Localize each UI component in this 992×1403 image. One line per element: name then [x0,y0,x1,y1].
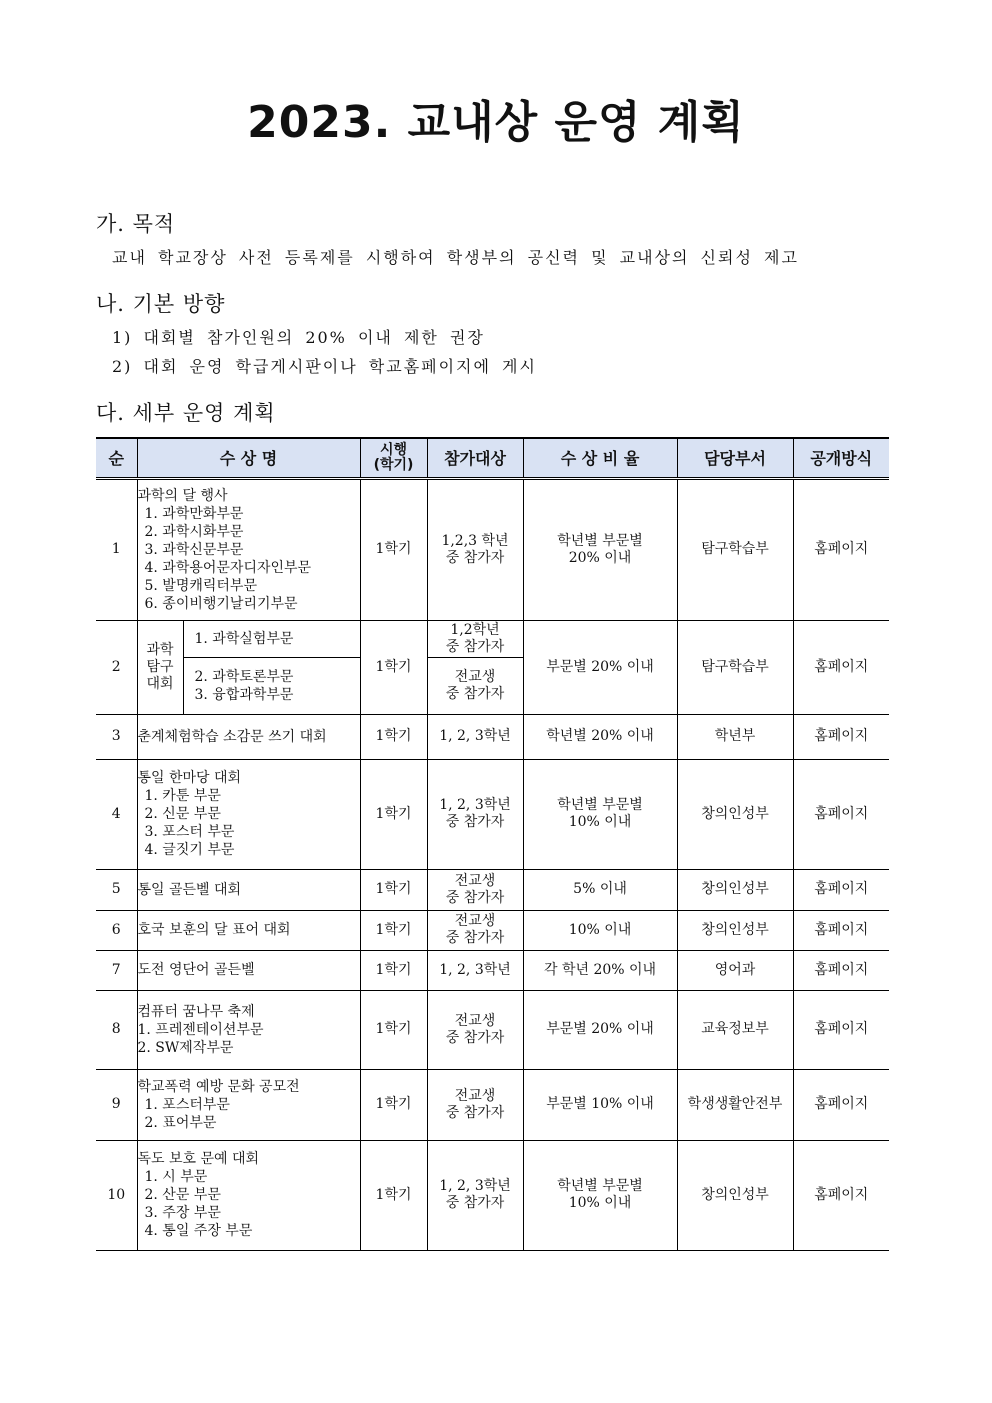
row-award-name [137,478,360,620]
row-term: 1학기 [360,1069,427,1140]
award-item: 4. 과학용어문자디자인부문 [144,559,312,576]
row-publish: 홈페이지 [793,478,889,620]
ratio-line: 학년별 부문별 [557,532,643,549]
row-no: 9 [96,1069,137,1140]
row-ratio [523,1140,677,1250]
row-target: 1, 2, 3학년 [427,950,523,990]
row-award-name: 도전 영단어 골든벨 [137,950,360,990]
award-item: 2. 신문 부문 [144,806,221,822]
group-line: 탐구 [146,658,174,675]
header-target: 참가대상 [427,438,523,478]
header-publish: 공개방식 [793,438,889,478]
award-title: 독도 보호 문예 대회 [137,1151,260,1167]
award-item: 2. 표어부문 [144,1114,217,1131]
row-award-name [137,1140,360,1250]
award-item: 1. 과학실험부문 [194,630,294,647]
table-row [96,1140,889,1250]
target-line: 중 참가자 [445,638,505,655]
award-item: 6. 종이비행기날리기부문 [144,595,298,612]
row-ratio: 부문별 20% 이내 [523,990,677,1069]
ratio-line: 학년별 부문별 [557,797,643,813]
row-publish: 홈페이지 [793,714,889,759]
row-dept: 학년부 [677,714,793,759]
row-no: 3 [96,714,137,759]
row-award-name: 호국 보훈의 달 표어 대회 [137,910,360,950]
target-line: 1,2학년 [450,621,500,638]
row-target: 1, 2, 3학년 [427,714,523,759]
row-term: 1학기 [360,950,427,990]
ratio-line: 10% 이내 [568,1195,632,1211]
row-group-name [137,620,183,714]
award-item: 1. 시 부문 [144,1169,208,1185]
row-no: 4 [96,759,137,869]
row-dept: 학생생활안전부 [677,1069,793,1140]
target-line: 전교생 [454,1087,496,1104]
table-row [96,990,889,1069]
award-item: 4. 통일 주장 부문 [144,1223,253,1239]
row-ratio: 5% 이내 [523,869,677,910]
table-row [96,714,889,759]
target-line: 중 참가자 [445,889,505,906]
table-row [96,869,889,910]
row-term: 1학기 [360,869,427,910]
section-direction-heading: 나. 기본 방향 [96,292,226,316]
row-no: 10 [96,1140,137,1250]
target-line: 전교생 [454,913,496,929]
row-dept: 창의인성부 [677,759,793,869]
row-target [427,1140,523,1250]
award-item: 3. 포스터 부문 [144,824,235,840]
ratio-line: 10% 이내 [568,814,632,830]
direction-item-1: 1) 대회별 참가인원의 20% 이내 제한 권장 [112,328,485,347]
target-line: 전교생 [454,668,496,685]
row-publish: 홈페이지 [793,1069,889,1140]
row-ratio [523,759,677,869]
table-row [96,759,889,869]
header-term-line2: (학기) [373,456,414,473]
row-no: 6 [96,910,137,950]
row-ratio: 부문별 20% 이내 [523,620,677,714]
award-item: 1. 카툰 부문 [144,788,221,804]
ratio-line: 20% 이내 [568,549,632,566]
row-term: 1학기 [360,714,427,759]
row-target [427,759,523,869]
row-dept: 탐구학습부 [677,478,793,620]
award-item: 4. 글짓기 부문 [144,842,235,858]
row-dept: 교육정보부 [677,990,793,1069]
award-item: 3. 과학신문부문 [144,541,244,558]
page-title: 2023. 교내상 운영 계획 [247,97,745,148]
row-term: 1학기 [360,759,427,869]
award-title: 과학의 달 행사 [137,487,228,504]
row-target [427,869,523,910]
row-term: 1학기 [360,620,427,714]
row-no: 8 [96,990,137,1069]
award-item: 5. 발명캐릭터부문 [144,577,257,594]
section-purpose-heading: 가. 목적 [96,212,176,236]
row-target [427,620,523,657]
target-line: 1,2,3 학년 [441,532,509,549]
section-detail-heading: 다. 세부 운영 계획 [96,401,276,425]
row-term: 1학기 [360,910,427,950]
row-award-name: 춘계체험학습 소감문 쓰기 대회 [137,714,360,759]
header-no: 순 [96,438,137,478]
ratio-line: 학년별 부문별 [557,1178,643,1194]
award-title: 컴퓨터 꿈나무 축제 [137,1003,255,1020]
award-title: 통일 한마당 대회 [137,770,242,786]
row-target [427,910,523,950]
award-plan-table [96,437,889,1251]
row-no: 1 [96,478,137,620]
row-dept: 창의인성부 [677,1140,793,1250]
row-target [427,1069,523,1140]
target-line: 중 참가자 [445,1195,505,1211]
row-ratio: 10% 이내 [523,910,677,950]
row-award-name [137,759,360,869]
header-term [360,438,427,478]
row-no: 5 [96,869,137,910]
row-sub-award [183,620,360,657]
target-line: 전교생 [454,872,496,889]
row-publish: 홈페이지 [793,950,889,990]
row-no: 7 [96,950,137,990]
row-ratio [523,478,677,620]
target-line: 중 참가자 [445,1104,505,1121]
row-publish: 홈페이지 [793,759,889,869]
row-no: 2 [96,620,137,714]
group-line: 과학 [146,641,174,658]
award-item: 3. 주장 부문 [144,1205,221,1221]
direction-item-2: 2) 대회 운영 학급게시판이나 학교홈페이지에 게시 [112,357,537,376]
row-target [427,478,523,620]
row-award-name [137,1069,360,1140]
table-row [96,478,889,620]
award-item: 3. 융합과학부문 [194,686,294,703]
target-line: 중 참가자 [445,549,505,566]
row-dept: 영어과 [677,950,793,990]
group-line: 대회 [146,675,174,692]
row-dept: 창의인성부 [677,869,793,910]
target-line: 1, 2, 3학년 [439,797,511,813]
award-item: 2. 과학토론부문 [194,668,294,685]
row-award-name: 통일 골든벨 대회 [137,869,360,910]
row-sub-award [183,657,360,714]
row-ratio: 학년별 20% 이내 [523,714,677,759]
target-line: 중 참가자 [445,930,505,946]
table-header-row [96,438,889,478]
row-dept: 탐구학습부 [677,620,793,714]
award-item: 2. SW제작부문 [137,1039,234,1056]
award-item: 1. 프레젠테이션부문 [137,1021,264,1038]
table-row [96,1069,889,1140]
target-line: 전교생 [454,1012,496,1029]
row-ratio: 각 학년 20% 이내 [523,950,677,990]
row-publish: 홈페이지 [793,869,889,910]
row-target [427,657,523,714]
table-row [96,910,889,950]
row-term: 1학기 [360,990,427,1069]
row-publish: 홈페이지 [793,1140,889,1250]
award-item: 2. 산문 부문 [144,1187,221,1203]
section-purpose-text: 교내 학교장상 사전 등록제를 시행하여 학생부의 공신력 및 교내상의 신뢰성 제고 [112,248,799,267]
award-item: 1. 과학만화부문 [144,505,244,522]
target-line: 중 참가자 [445,814,505,830]
row-target [427,990,523,1069]
header-term-line1: 시행 [379,441,408,458]
award-item: 1. 포스터부문 [144,1096,230,1113]
header-award-name: 수 상 명 [137,438,360,478]
row-publish: 홈페이지 [793,910,889,950]
row-term: 1학기 [360,1140,427,1250]
award-title: 학교폭력 예방 문화 공모전 [137,1078,300,1095]
row-award-name [137,990,360,1069]
row-publish: 홈페이지 [793,990,889,1069]
row-publish: 홈페이지 [793,620,889,714]
target-line: 1, 2, 3학년 [439,1178,511,1194]
header-ratio: 수 상 비 율 [523,438,677,478]
target-line: 중 참가자 [445,685,505,702]
header-dept: 담당부서 [677,438,793,478]
table-row [96,950,889,990]
target-line: 중 참가자 [445,1029,505,1046]
row-dept: 창의인성부 [677,910,793,950]
row-term: 1학기 [360,478,427,620]
row-ratio: 부문별 10% 이내 [523,1069,677,1140]
table-row [96,620,889,657]
award-item: 2. 과학시화부문 [144,523,244,540]
